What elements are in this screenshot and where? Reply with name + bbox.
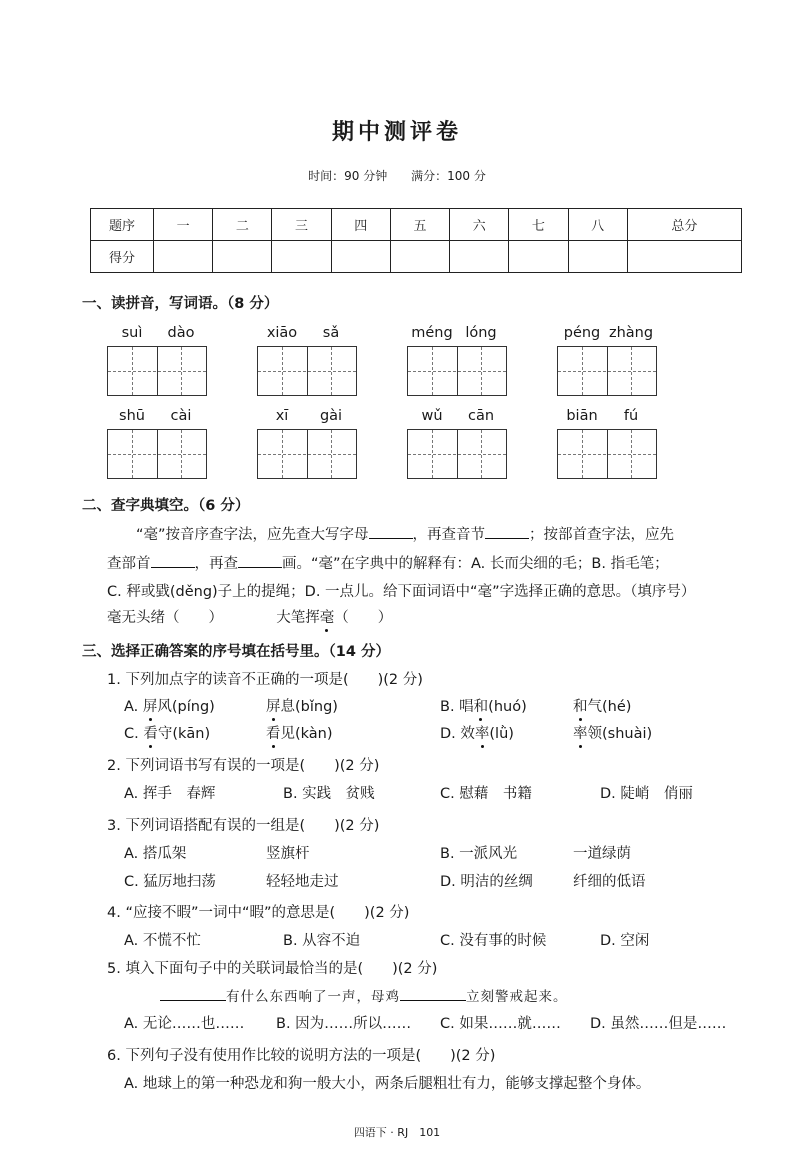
score-cell[interactable]: [450, 241, 509, 273]
pinyin-label: cài: [170, 408, 192, 424]
text: ，再查音节: [412, 527, 486, 543]
dotted-char: 毫: [320, 606, 335, 627]
option-c1[interactable]: C. 看守(kān): [124, 722, 210, 743]
score-header-cell: 七: [509, 209, 568, 241]
option-a[interactable]: A. 搭瓜架: [124, 846, 187, 862]
score-cell[interactable]: [568, 241, 627, 273]
answer-blank[interactable]: [151, 553, 195, 568]
option-d1[interactable]: D. 效率(lǜ): [440, 722, 514, 743]
pinyin-label: lóng: [465, 325, 497, 341]
word: 毫无头绪: [107, 610, 165, 626]
option-d[interactable]: D. 虽然……但是……: [590, 1016, 727, 1032]
option-a1[interactable]: A. 屏风(píng): [124, 695, 215, 716]
writing-grid[interactable]: [407, 429, 507, 479]
pinyin-label: dào: [167, 325, 195, 341]
pinyin-label: xiāo: [266, 325, 298, 341]
option-c[interactable]: C. 如果……就……: [440, 1016, 561, 1032]
score-cell[interactable]: [272, 241, 331, 273]
writing-grid[interactable]: [557, 346, 657, 396]
option-b2[interactable]: 和气(hé): [573, 695, 631, 716]
section2-words: [107, 606, 392, 627]
exam-meta: [0, 167, 794, 184]
pinyin-label: zhàng: [608, 325, 654, 341]
option-b[interactable]: B. 一派风光: [440, 846, 518, 862]
q5-sentence: 有什么东西响了一声，母鸡 立刻警戒起来。: [160, 985, 568, 1005]
exam-time: 时间：90 分钟: [308, 169, 388, 183]
text: ；按部首查字法，应先: [529, 527, 675, 543]
score-header-cell: 一: [154, 209, 213, 241]
writing-grid[interactable]: [257, 429, 357, 479]
option-b1[interactable]: B. 唱和(huó): [440, 695, 527, 716]
score-cell[interactable]: [627, 241, 741, 273]
page-footer: 四语下 · RJ 101: [353, 1126, 441, 1139]
writing-grid[interactable]: [407, 346, 507, 396]
score-table: [90, 208, 742, 273]
pinyin-label: cān: [467, 408, 495, 424]
answer-blank[interactable]: [369, 524, 413, 539]
option-d[interactable]: D. 陡峭 俏丽: [600, 786, 693, 802]
score-header-cell: 六: [450, 209, 509, 241]
option-c[interactable]: C. 没有事的时候: [440, 933, 547, 949]
question-stem: 1. 下列加点字的读音不正确的一项是( )(2 分): [107, 672, 423, 688]
option-c-second: 轻轻地走过: [266, 874, 339, 890]
question-stem: 3. 下列词语搭配有误的一组是( )(2 分): [107, 818, 380, 834]
writing-grid[interactable]: [107, 346, 207, 396]
score-header-cell: 总分: [627, 209, 741, 241]
writing-grid[interactable]: [557, 429, 657, 479]
pinyin-label: gài: [319, 408, 343, 424]
pinyin-label: xī: [275, 408, 289, 424]
option-b[interactable]: B. 从容不迫: [283, 933, 361, 949]
text: 画。“毫”在字典中的解释有：A. 长而尖细的毛；B. 指毛笔；: [282, 556, 669, 572]
option-d2[interactable]: 率领(shuài): [573, 722, 652, 743]
option-a[interactable]: A. 挥手 春辉: [124, 786, 216, 802]
option-b[interactable]: B. 因为……所以……: [276, 1016, 412, 1032]
pinyin-label: fú: [623, 408, 639, 424]
section2-line: C. 秤或戥(děng)子上的提绳；D. 一点儿。给下面词语中“毫”字选择正确的意思。（填序号）: [107, 584, 696, 600]
option-c2[interactable]: 看见(kàn): [266, 722, 333, 743]
writing-grid[interactable]: [107, 429, 207, 479]
score-table-header: [91, 209, 742, 241]
score-table-row: [91, 241, 742, 273]
question-stem: 6. 下列句子没有使用作比较的说明方法的一项是( )(2 分): [107, 1048, 496, 1064]
writing-grid[interactable]: [257, 346, 357, 396]
answer-paren[interactable]: （ ）: [334, 610, 393, 626]
score-row-label: 得分: [91, 241, 154, 273]
section1-heading: 一、读拼音，写词语。（8 分）: [82, 296, 279, 312]
question-stem: 2. 下列词语书写有误的一项是( )(2 分): [107, 758, 380, 774]
score-header-cell: 四: [331, 209, 390, 241]
option-a2[interactable]: 屏息(bǐng): [266, 695, 338, 716]
pinyin-label: péng: [563, 325, 601, 341]
section2-line: [107, 552, 669, 573]
score-header-cell: 题序: [91, 209, 154, 241]
pinyin-label: suì: [121, 325, 143, 341]
answer-blank[interactable]: [238, 553, 282, 568]
answer-blank[interactable]: [400, 986, 466, 1001]
answer-blank[interactable]: [160, 986, 226, 1001]
option-d[interactable]: D. 空闲: [600, 933, 650, 949]
option-a-second: 竖旗杆: [266, 846, 310, 862]
score-header-cell: 八: [568, 209, 627, 241]
option-a[interactable]: A. 地球上的第一种恐龙和狗一般大小，两条后腿粗壮有力，能够支撑起整个身体。: [124, 1076, 651, 1092]
pinyin-label: wǔ: [421, 408, 443, 424]
question-stem: 4. “应接不暇”一词中“暇”的意思是( )(2 分): [107, 905, 410, 921]
answer-paren[interactable]: （ ）: [165, 610, 223, 626]
option-a[interactable]: A. 不慌不忙: [124, 933, 201, 949]
text: 查部首: [107, 556, 151, 572]
score-cell[interactable]: [154, 241, 213, 273]
pinyin-label: sǎ: [322, 325, 340, 341]
section2-line: [136, 523, 674, 544]
section3-heading: 三、选择正确答案的序号填在括号里。（14 分）: [82, 644, 390, 660]
pinyin-label: biān: [566, 408, 598, 424]
pinyin-label: méng: [411, 325, 453, 341]
text: ，再查: [194, 556, 238, 572]
option-b[interactable]: B. 实践 贫贱: [283, 786, 375, 802]
pinyin-label: shū: [119, 408, 145, 424]
score-cell[interactable]: [331, 241, 390, 273]
score-header-cell: 三: [272, 209, 331, 241]
answer-blank[interactable]: [485, 524, 529, 539]
page-title: 期中测评卷: [331, 119, 462, 145]
score-cell[interactable]: [390, 241, 449, 273]
score-header-cell: 五: [390, 209, 449, 241]
option-a[interactable]: A. 无论……也……: [124, 1016, 245, 1032]
question-stem: 5. 填入下面句子中的关联词最恰当的是( )(2 分): [107, 961, 438, 977]
option-b-second: 一道绿荫: [573, 846, 631, 862]
option-d[interactable]: D. 明洁的丝绸: [440, 874, 533, 890]
section2-heading: 二、查字典填空。（6 分）: [82, 498, 250, 514]
option-c[interactable]: C. 猛厉地扫荡: [124, 874, 216, 890]
score-cell[interactable]: [213, 241, 272, 273]
text: “毫”按音序查字法，应先查大写字母: [136, 527, 369, 543]
option-c[interactable]: C. 慰藉 书籍: [440, 786, 532, 802]
score-cell[interactable]: [509, 241, 568, 273]
exam-full-score: 满分：100 分: [411, 169, 486, 183]
word: 大笔挥: [276, 610, 320, 626]
option-d-second: 纤细的低语: [573, 874, 646, 890]
score-header-cell: 二: [213, 209, 272, 241]
